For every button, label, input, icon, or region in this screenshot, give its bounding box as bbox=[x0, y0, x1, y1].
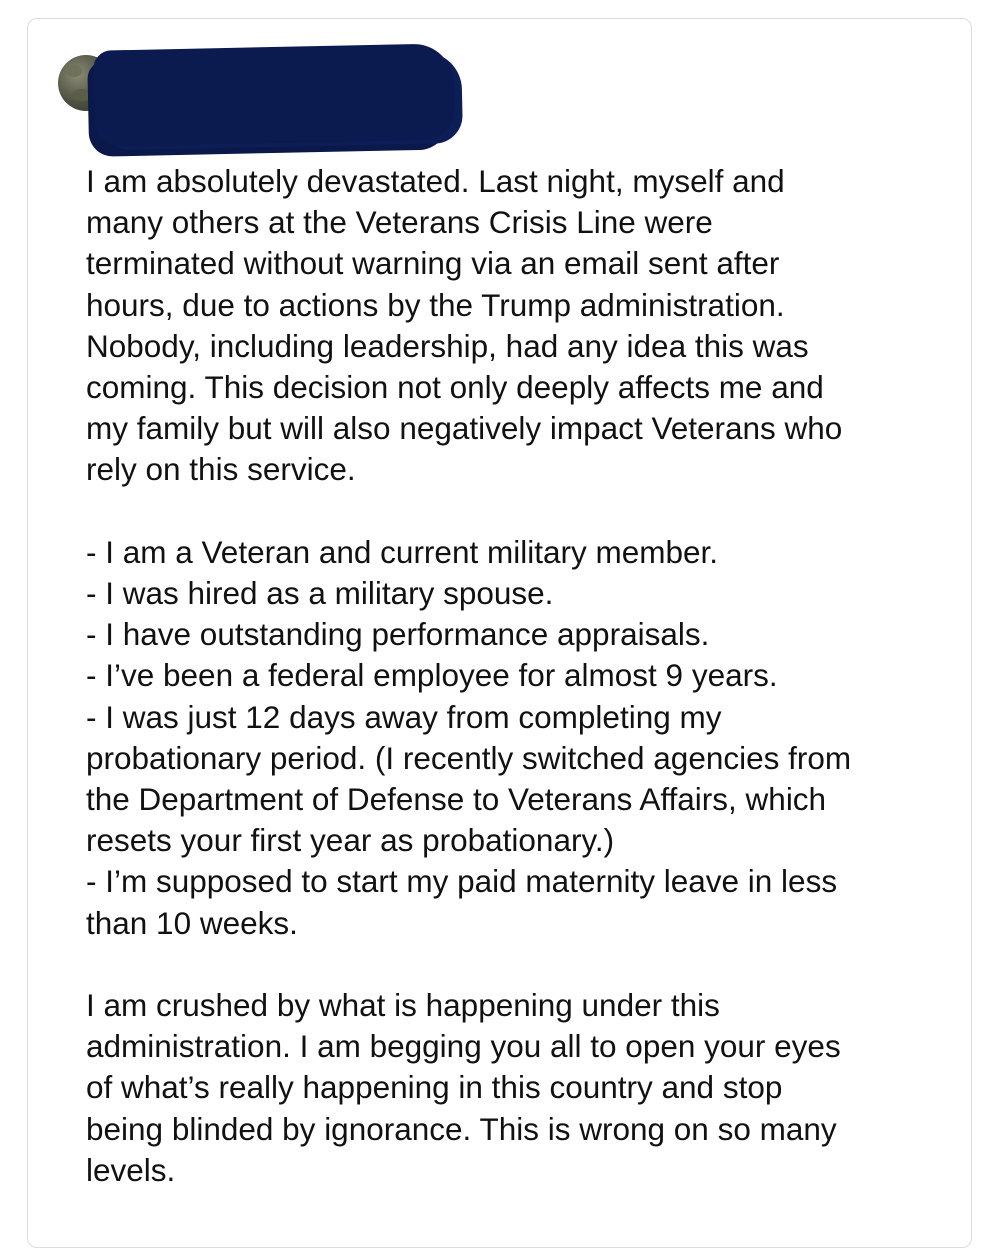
list-line: resets your first year as probationary.) bbox=[86, 822, 615, 859]
text-line: many others at the Veterans Crisis Line were bbox=[86, 204, 713, 241]
post-card bbox=[27, 18, 972, 1248]
list-line: - I have outstanding performance appraisals. bbox=[86, 616, 710, 653]
post-body bbox=[86, 161, 986, 1191]
text-line: coming. This decision not only deeply affects me and bbox=[86, 369, 824, 406]
text-line: I am crushed by what is happening under this bbox=[86, 987, 720, 1024]
text-line: terminated without warning via an email sent after bbox=[86, 245, 780, 282]
list-line: - I’m supposed to start my paid maternity leave in less bbox=[86, 863, 838, 900]
bullet-list bbox=[86, 532, 986, 944]
list-line: probationary period. (I recently switched agencies from bbox=[86, 739, 852, 776]
redaction-mark bbox=[93, 43, 455, 147]
text-line: my family but will also negatively impact Veterans who bbox=[86, 410, 843, 447]
list-line: the Department of Defense to Veterans Affairs, which bbox=[86, 781, 827, 818]
text-line: administration. I am begging you all to open your eyes bbox=[86, 1028, 841, 1065]
list-line: - I was hired as a military spouse. bbox=[86, 575, 554, 612]
text-line: hours, due to actions by the Trump administration. bbox=[86, 286, 785, 323]
paragraph-gap bbox=[86, 944, 986, 985]
list-line: - I’ve been a federal employee for almost 9 years. bbox=[86, 657, 778, 694]
text-line: Nobody, including leadership, had any idea this was bbox=[86, 327, 809, 364]
list-line: than 10 weeks. bbox=[86, 904, 298, 941]
list-line: - I am a Veteran and current military member. bbox=[86, 533, 718, 570]
text-line: levels. bbox=[86, 1151, 176, 1188]
post-header bbox=[58, 45, 458, 145]
text-line: of what’s really happening in this country and stop bbox=[86, 1069, 783, 1106]
text-line: rely on this service. bbox=[86, 451, 356, 488]
text-line: I am absolutely devastated. Last night, myself and bbox=[86, 163, 785, 199]
paragraph-1 bbox=[86, 161, 986, 491]
paragraph-3 bbox=[86, 985, 986, 1191]
paragraph-gap bbox=[86, 491, 986, 532]
text-line: being blinded by ignorance. This is wrong on so many bbox=[86, 1110, 837, 1147]
list-line: - I was just 12 days away from completing my bbox=[86, 698, 722, 735]
